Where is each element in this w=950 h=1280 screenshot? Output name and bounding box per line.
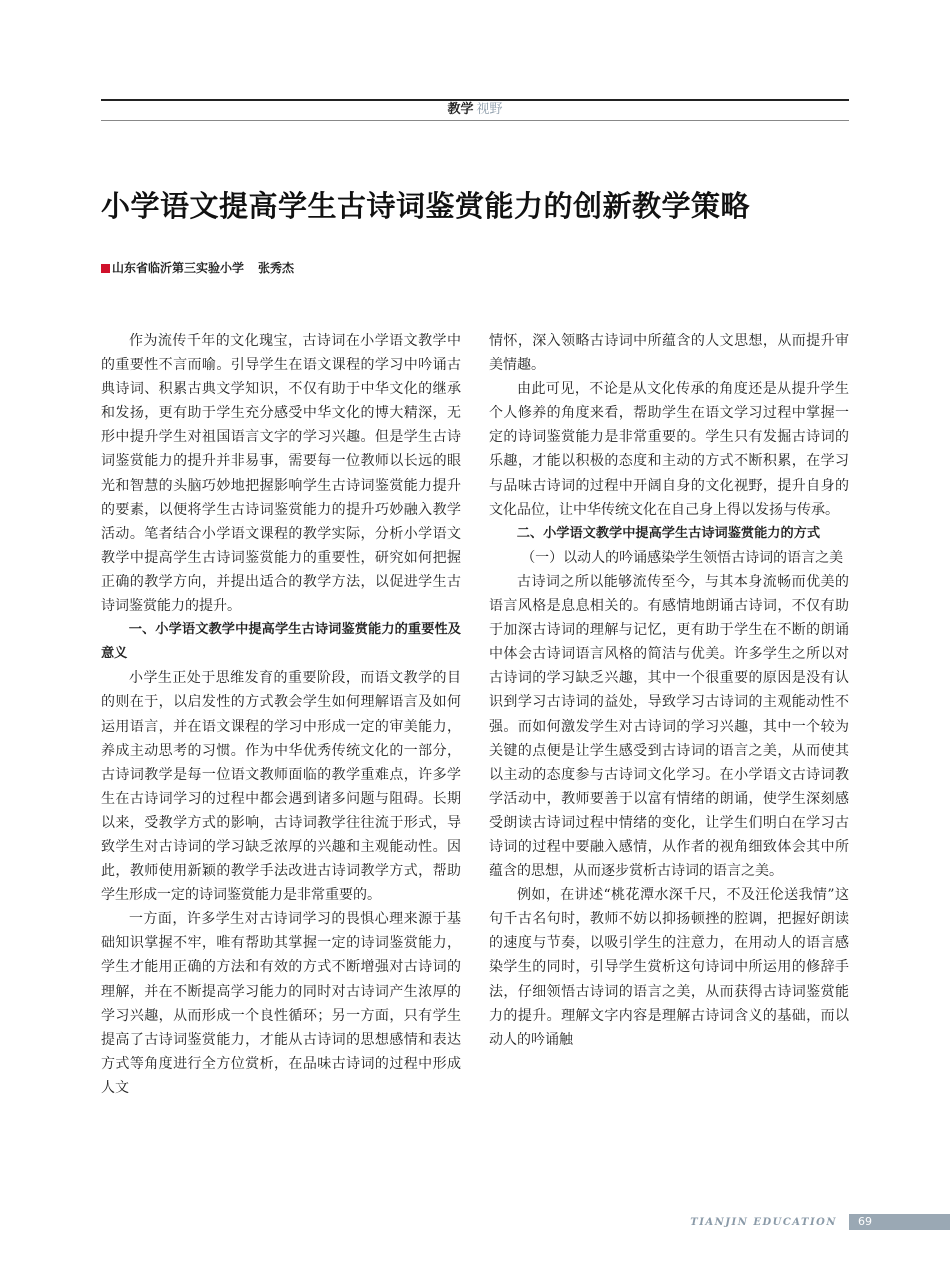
article-title: 小学语文提高学生古诗词鉴赏能力的创新教学策略 xyxy=(101,189,751,223)
paragraph: 作为流传千年的文化瑰宝，古诗词在小学语文教学中的重要性不言而喻。引导学生在语文课程的学习中吟诵古典诗词、积累古典文学知识，不仅有助于中华文化的继承和发扬，更有助于学生充分感受中华文化的博大精深，无形中提升学生对祖国语言文字的学习兴趣。但是学生古诗词鉴赏能力的提升并非易事，需要每一位教师以长远的眼光和智慧的头脑巧妙地把握影响学生古诗词鉴赏能力提升的要素，以便将学生古诗词鉴赏能力的提升巧妙融入教学活动。笔者结合小学语文课程的教学实际，分析小学语文教学中提高学生古诗词鉴赏能力的重要性，研究如何把握正确的教学方向，并提出适合的教学方法，以促进学生古诗词鉴赏能力的提升。 xyxy=(101,333,461,615)
subsection-heading: （一）以动人的吟诵感染学生领悟古诗词的语言之美 xyxy=(521,549,844,566)
author-line xyxy=(101,259,294,277)
paragraph: 一方面，许多学生对古诗词学习的畏惧心理来源于基础知识掌握不牢，唯有帮助其掌握一定的诗词鉴赏能力，学生才能用正确的方法和有效的方式不断增强对古诗词的理解，并在不断提高学习能力的同时对古诗词产生浓厚的学习兴趣，从而形成一个良性循环；另一方面，只有学生提高了古诗词鉴赏能力，才能从古诗词的思想感情和表达方式等角度进行全方位赏析，在品味古诗词的过程中形成人文 xyxy=(101,911,461,1096)
paragraph: 古诗词之所以能够流传至今，与其本身流畅而优美的语言风格是息息相关的。有感情地朗诵古诗词，不仅有助于加深古诗词的理解与记忆，更有助于学生在不断的朗诵中体会古诗词语言风格的简洁与优美。许多学生之所以对古诗词的学习缺乏兴趣，其中一个很重要的原因是没有认识到学习古诗词的益处，导致学习古诗词的主观能动性不强。而如何激发学生对古诗词的学习兴趣，其中一个较为关键的点便是让学生感受到古诗词的语言之美，从而使其以主动的态度参与古诗词文化学习。在小学语文古诗词教学活动中，教师要善于以富有情绪的朗诵，使学生深刻感受朗读古诗词过程中情绪的变化，让学生们明白在学习古诗词的过程中要融入感情，从作者的视角细致体会其中所蕴含的思想，从而逐步赏析古诗词的语言之美。 xyxy=(489,573,849,880)
paragraph: 例如，在讲述“桃花潭水深千尺，不及汪伦送我情”这句千古名句时，教师不妨以抑扬顿挫的腔调，把握好朗读的速度与节奏，以吸引学生的注意力，在用动人的语言感染学生的同时，引导学生赏析这句诗词中所运用的修辞手法，仔细领悟古诗词的语言之美，从而获得古诗词鉴赏能力的提升。理解文字内容是理解古诗词含义的基础，而以动人的吟诵触 xyxy=(489,887,849,1048)
section-heading: 一、小学语文教学中提高学生古诗词鉴赏能力的重要性及意义 xyxy=(101,622,461,662)
author-name: 张秀杰 xyxy=(258,261,295,275)
page-number: 69 xyxy=(849,1214,950,1230)
section-header xyxy=(101,101,849,119)
square-bullet-icon xyxy=(101,264,110,273)
left-column xyxy=(101,329,461,1100)
section-heading: 二、小学语文教学中提高学生古诗词鉴赏能力的方式 xyxy=(516,525,821,541)
paragraph: 由此可见，不论是从文化传承的角度还是从提升学生个人修养的角度来看，帮助学生在语文学习过程中掌握一定的诗词鉴赏能力是非常重要的。学生只有发掘古诗词的乐趣，才能以积极的态度和主动的方式不断积累，在学习与品味古诗词的过程中开阔自身的文化视野，提升自身的文化品位，让中华传统文化在自己身上得以发扬与传承。 xyxy=(489,381,849,518)
section-sub-label: 视野 xyxy=(476,102,503,117)
author-affiliation: 山东省临沂第三实验小学 xyxy=(112,261,245,275)
section-main-label: 教学 xyxy=(447,102,474,117)
right-column xyxy=(489,329,849,1052)
journal-name: TIANJIN EDUCATION xyxy=(690,1217,837,1228)
paragraph: 情怀，深入领略古诗词中所蕴含的人文思想，从而提升审美情趣。 xyxy=(489,333,849,374)
paragraph: 小学生正处于思维发育的重要阶段，而语文教学的目的则在于，以启发性的方式教会学生如何理解语言及如何运用语言，并在语文课程的学习中形成一定的审美能力，养成主动思考的习惯。作为中华优秀传统文化的一部分，古诗词教学是每一位语文教师面临的教学重难点，许多学生在古诗词学习的过程中都会遇到诸多问题与阻碍。长期以来，受教学方式的影响，古诗词教学往往流于形式，导致学生对古诗词的学习缺乏浓厚的兴趣和主观能动性。因此，教师使用新颖的教学手法改进古诗词教学方式，帮助学生形成一定的诗词鉴赏能力是非常重要的。 xyxy=(101,670,461,904)
header-rule-bottom xyxy=(101,120,849,121)
